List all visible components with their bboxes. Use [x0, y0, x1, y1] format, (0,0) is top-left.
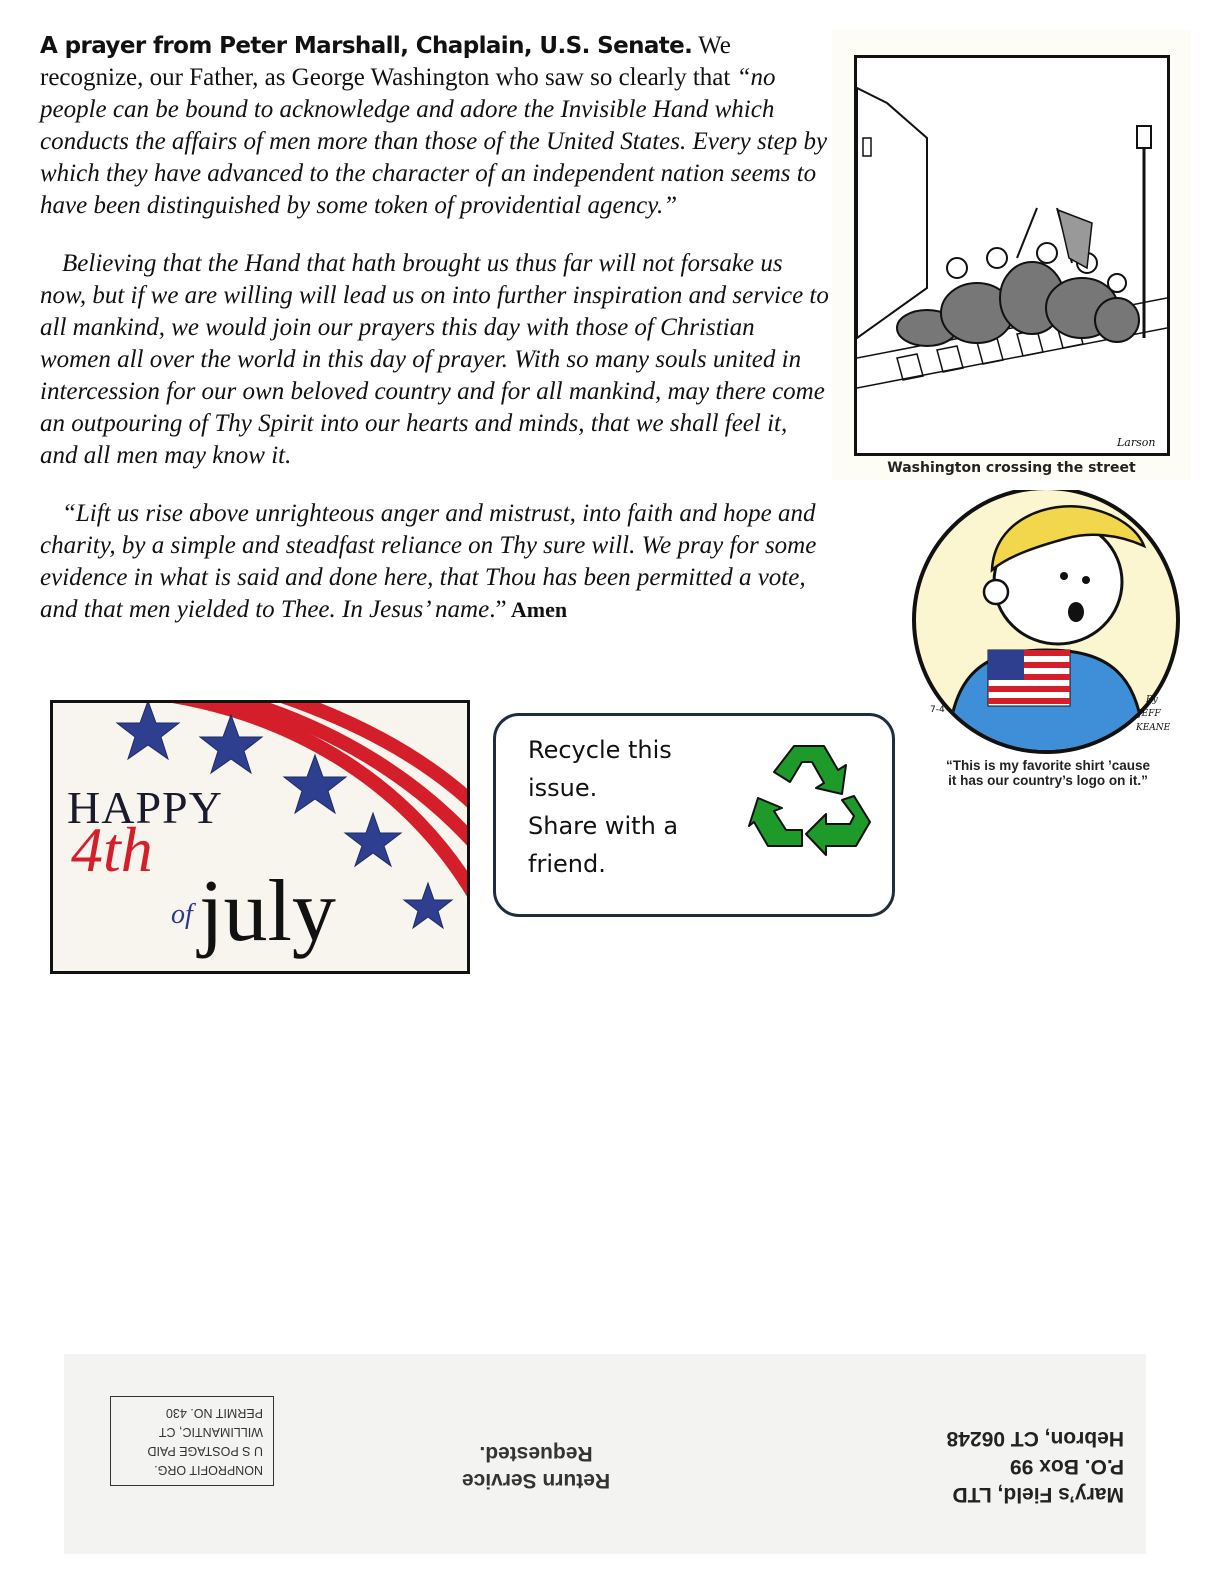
cartoon-frame	[854, 55, 1170, 456]
prayer-paragraph-1	[40, 30, 830, 222]
recycle-line-2: issue.	[528, 774, 598, 802]
recycle-line-4: friend.	[528, 850, 606, 878]
caption-line-1: “This is my favorite shirt ’cause	[945, 758, 1151, 773]
happy-fourth-of-july-graphic	[50, 700, 470, 974]
permit-line-4: PERMIT NO. 430	[165, 1406, 263, 1420]
recycle-notice-box	[493, 713, 895, 917]
july-month-text: july	[199, 863, 336, 960]
cartoon-signature-2: JEFF	[1138, 709, 1161, 719]
favorite-shirt-cartoon	[908, 490, 1188, 800]
marching-soldiers-illustration	[857, 58, 1167, 453]
july-of-text: of	[171, 899, 193, 930]
mailing-panel	[64, 1354, 1146, 1554]
recycle-line-1: Recycle this	[528, 736, 672, 764]
permit-line-1: NONPROFIT ORG.	[154, 1463, 263, 1477]
return-line-1: Return Service	[461, 1469, 611, 1492]
prayer-p1-quote: “no people can be bound to acknowledge and adore the Invisible Hand which conducts the affairs of men more than those of the United States. Every step by which they have advanced to the character of an independent nation seems to have been distinguished by some token of providential agency.”	[40, 64, 828, 219]
return-line-2: Requested.	[479, 1442, 593, 1465]
prayer-p2-text: Believing that the Hand that hath brought us thus far will not forsake us now, but if we are willing will lead us on into further inspiration and service to all mankind, we would join our prayers this day with those of Christian women all over the world in this day of prayer. With so many souls united in intercession for our own beloved country and for all mankind, may there come an outpouring of Thy Spirit into our hearts and minds, that we shall feel it, and all men may know it.	[40, 250, 829, 469]
cartoon-signature-3: KEANE	[1136, 723, 1171, 733]
cartoon-signature: Larson	[1117, 436, 1156, 449]
postage-permit-box	[110, 1396, 274, 1486]
washington-cartoon	[832, 30, 1191, 480]
prayer-p3-end: .”	[489, 596, 507, 623]
prayer-heading: A prayer from Peter Marshall, Chaplain, U.S. Senate.	[40, 33, 693, 59]
caption-line-2: it has our country’s logo on it.”	[948, 773, 1148, 788]
cartoon-signature-1: By	[1146, 695, 1158, 705]
july-happy-text: HAPPY	[67, 782, 223, 833]
return-service-notice	[436, 1440, 636, 1494]
recycle-line-3: Share with a	[528, 812, 679, 840]
prayer-paragraph-3	[40, 498, 830, 626]
prayer-paragraph-2	[40, 248, 830, 472]
prayer-p1-lead: We recognize, our Father, as George Washington who saw so clearly that	[40, 32, 737, 91]
prayer-article	[40, 30, 830, 652]
cartoon-date: 7-4	[930, 705, 945, 715]
address-line-1: Mary’s Field, LTD	[952, 1483, 1124, 1506]
permit-line-3: WILLIMANTIC, CT	[158, 1425, 263, 1439]
recycle-icon	[746, 738, 876, 858]
prayer-amen: Amen	[506, 597, 568, 622]
return-address	[864, 1424, 1124, 1508]
kid-flag-shirt-illustration	[908, 490, 1188, 758]
prayer-p3-text: “Lift us rise above unrighteous anger and mistrust, into faith and hope and charity, by a simple and steadfast reliance on Thy sure will. We pray for some evidence in what is said and done here, that Thou has been permitted a vote, and that men yielded to Thee. In Jesus’ name	[40, 500, 817, 623]
cartoon-caption: Washington crossing the street	[887, 460, 1136, 476]
permit-line-2: U S POSTAGE PAID	[147, 1444, 263, 1458]
address-line-3: Hebron, CT 06248	[946, 1427, 1124, 1450]
favorite-shirt-caption	[908, 758, 1188, 788]
address-line-2: P.O. Box 99	[1009, 1455, 1124, 1478]
july-fourth-text: 4th	[71, 814, 153, 885]
